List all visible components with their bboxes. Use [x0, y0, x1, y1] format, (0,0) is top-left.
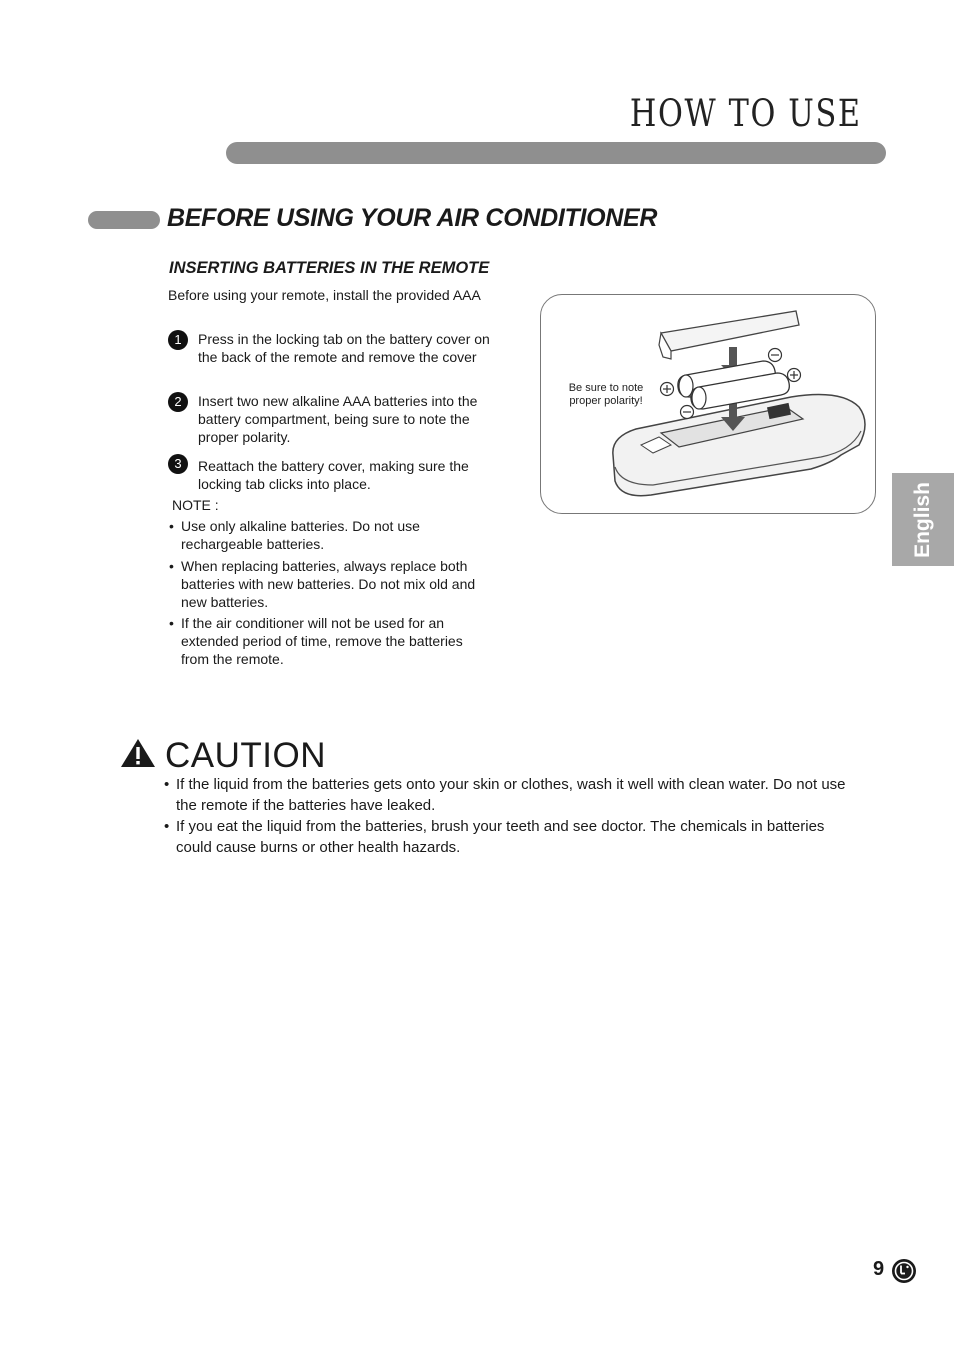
battery-diagram: [540, 294, 876, 514]
bullet-icon: •: [169, 558, 174, 574]
subsection-heading: INSERTING BATTERIES IN THE REMOTE: [169, 259, 490, 277]
warning-icon: [120, 738, 156, 773]
note-item: [169, 614, 489, 670]
step-number-badge: 2: [168, 392, 188, 412]
bullet-icon: •: [169, 615, 174, 631]
header-divider-bar: [226, 142, 886, 164]
step-number-badge: 3: [168, 454, 188, 474]
step-3: [168, 454, 498, 494]
note-item: [169, 557, 489, 613]
page-section-title: HOW TO USE: [630, 92, 862, 135]
caution-item: [164, 774, 864, 816]
step-number-badge: 1: [168, 330, 188, 350]
language-tab: [892, 473, 954, 566]
step-2: [168, 392, 498, 448]
note-text: When replacing batteries, always replace both batteries with new batteries. Do not mix old and new batteries.: [181, 558, 476, 610]
polarity-callout: Be sure to note proper polarity!: [568, 382, 644, 407]
caution-text: If the liquid from the batteries gets onto your skin or clothes, wash it well with clean water. Do not use the remote if the batteries have leaked.: [176, 776, 846, 814]
bullet-icon: •: [164, 776, 170, 793]
note-text: If the air conditioner will not be used for an extended period of time, remove the batteries from the remote.: [181, 615, 463, 667]
section-heading: BEFORE USING YOUR AIR CONDITIONER: [167, 204, 658, 232]
step-text: Reattach the battery cover, making sure the locking tab clicks into place.: [198, 458, 469, 492]
note-item: [169, 517, 489, 555]
language-tab-label: English: [911, 481, 934, 558]
note-label: NOTE :: [172, 497, 219, 513]
caution-heading: CAUTION: [165, 736, 326, 775]
step-text: Press in the locking tab on the battery cover on the back of the remote and remove the cover: [198, 331, 490, 365]
section-marker: [88, 211, 160, 229]
caution-text: If you eat the liquid from the batteries, brush your teeth and see doctor. The chemicals in batteries could cause burns or other health hazards.: [176, 818, 825, 856]
step-1: [168, 330, 498, 386]
bullet-icon: •: [169, 518, 174, 534]
note-text: Use only alkaline batteries. Do not use rechargeable batteries.: [181, 518, 420, 552]
intro-text: Before using your remote, install the provided AAA: [168, 287, 481, 303]
caution-item: [164, 816, 864, 858]
page-number: 9: [873, 1258, 885, 1280]
lg-logo-icon: [891, 1258, 917, 1289]
step-text: Insert two new alkaline AAA batteries into the battery compartment, being sure to note the proper polarity.: [198, 393, 478, 445]
bullet-icon: •: [164, 818, 170, 835]
